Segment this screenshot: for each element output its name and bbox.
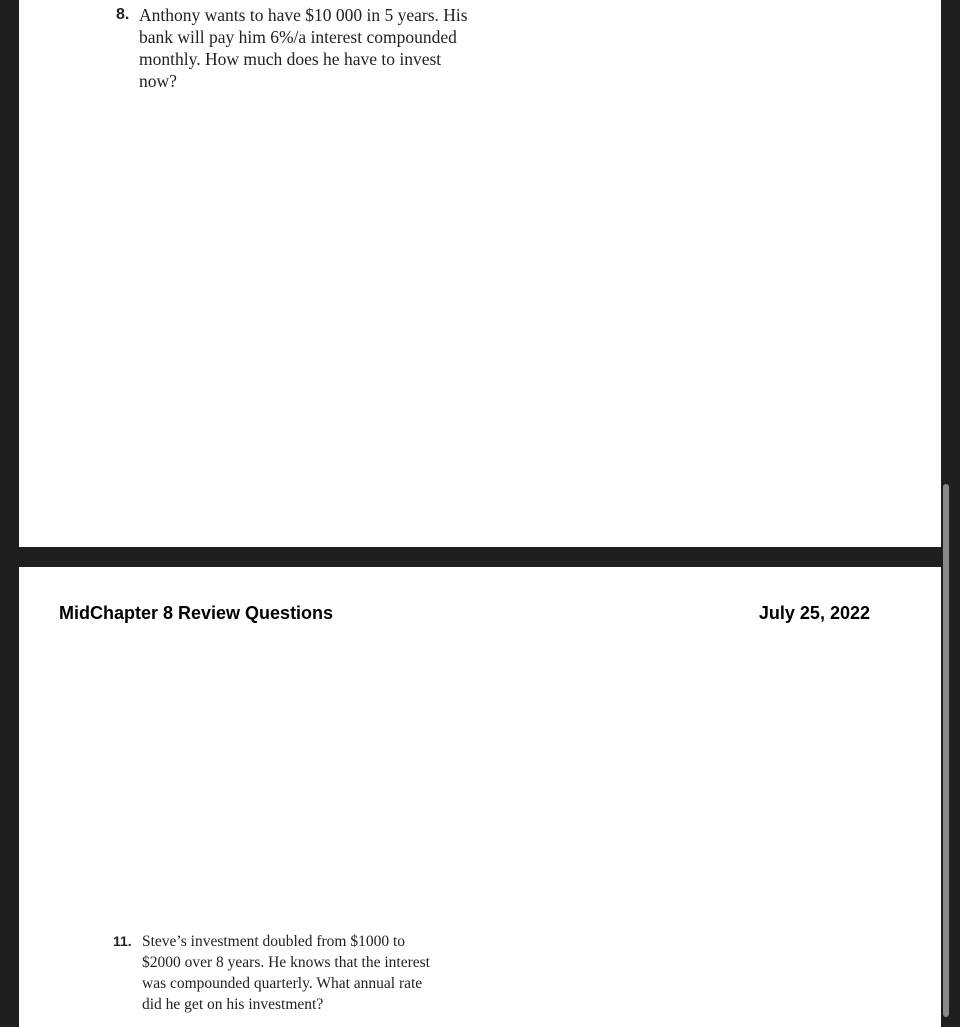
- question-line: now?: [139, 71, 177, 91]
- question-line: $2000 over 8 years. He knows that the interest: [142, 954, 430, 971]
- question-line: Steve’s investment doubled from $1000 to: [142, 933, 406, 950]
- question-line: did he get on his investment?: [142, 996, 324, 1013]
- question-text: [142, 931, 473, 1015]
- page-header-title: MidChapter 8 Review Questions: [59, 603, 334, 623]
- page-header-date: July 25, 2022: [758, 603, 870, 623]
- document-page-bottom: [19, 567, 941, 1027]
- scrollbar-thumb[interactable]: [943, 484, 949, 1017]
- question-line: monthly. How much does he have to invest: [139, 49, 442, 69]
- question-11: [113, 931, 473, 1015]
- question-8: [116, 4, 496, 92]
- question-line: was compounded quarterly. What annual rate: [142, 975, 423, 992]
- question-number: 8.: [116, 6, 130, 23]
- question-number: 11.: [113, 933, 132, 949]
- question-text: [139, 4, 496, 92]
- question-line: Anthony wants to have $10 000 in 5 years. His: [139, 5, 468, 25]
- question-line: bank will pay him 6%/a interest compounded: [139, 27, 457, 47]
- document-page-top: [19, 0, 941, 547]
